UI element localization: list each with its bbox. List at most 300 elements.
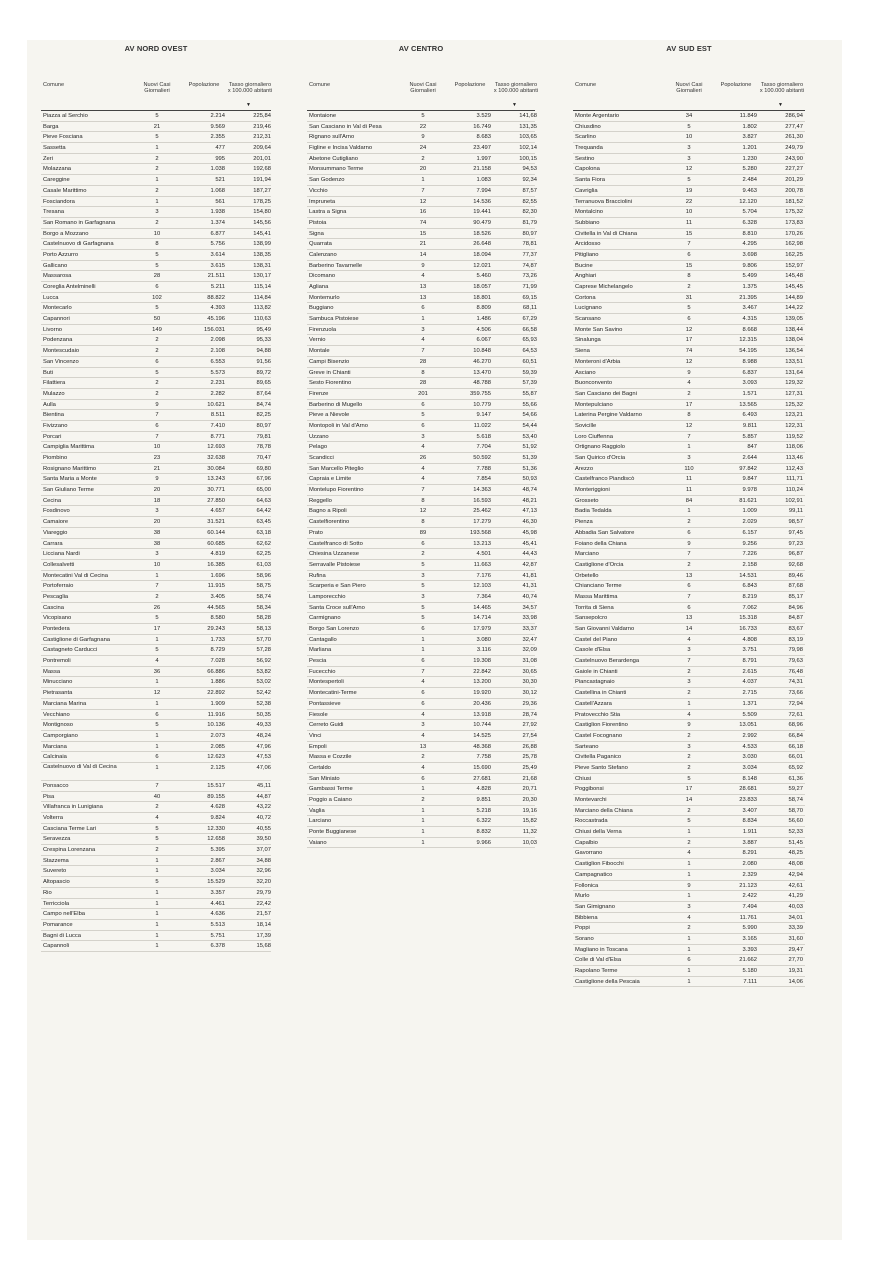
table-row <box>41 357 271 368</box>
cell-comune: Poggio a Caiano <box>309 797 352 803</box>
cell-cases: 11 <box>685 219 693 226</box>
cell-comune: Careggine <box>43 177 70 184</box>
cell-rate: 154,80 <box>253 209 271 216</box>
cell-rate: 145,45 <box>785 284 803 290</box>
cell-comune: Livorno <box>43 326 63 333</box>
table-row <box>573 624 805 635</box>
cell-population: 50.592 <box>473 455 491 461</box>
table-row <box>41 368 271 379</box>
cell-cases: 5 <box>687 305 691 312</box>
cell-rate: 45,98 <box>522 529 537 536</box>
table-row <box>573 474 805 485</box>
cell-population: 44.565 <box>207 604 225 611</box>
cell-cases: 6 <box>421 775 425 782</box>
header-comune[interactable]: Comune <box>309 82 331 88</box>
header-rate[interactable]: Tasso giornaliero x 100.000 abitanti <box>493 82 539 95</box>
cell-rate: 44,43 <box>522 551 537 558</box>
cell-comune: Montescudaio <box>43 348 80 355</box>
cell-comune: Rapolano Terme <box>575 968 618 974</box>
cell-population: 3.698 <box>742 251 757 258</box>
cell-population: 13.200 <box>473 679 491 686</box>
cell-cases: 8 <box>155 241 159 248</box>
cell-comune: Castelnuovo di Val di Cecina <box>43 764 117 771</box>
cell-cases: 14 <box>685 797 693 803</box>
cell-rate: 52,33 <box>788 829 803 836</box>
cell-cases: 7 <box>155 782 159 789</box>
cell-rate: 59,27 <box>788 786 803 793</box>
cell-population: 22.892 <box>207 690 225 697</box>
cell-comune: Seravezza <box>43 836 71 843</box>
cell-rate: 145,56 <box>253 219 271 226</box>
cell-cases: 6 <box>421 658 425 665</box>
table-row <box>41 154 271 165</box>
cell-cases: 102 <box>152 294 162 301</box>
cell-comune: Ortignano Raggiolo <box>575 444 625 451</box>
cell-population: 156.031 <box>204 326 225 333</box>
cell-comune: Caprese Michelangelo <box>575 284 633 290</box>
cell-comune: Abetone Cutigliano <box>309 155 358 162</box>
cell-cases: 28 <box>419 380 427 387</box>
cell-population: 5.180 <box>742 968 757 974</box>
cell-population: 847 <box>747 444 757 451</box>
table-row <box>307 528 535 539</box>
cell-rate: 85,17 <box>788 593 803 600</box>
cell-rate: 15,82 <box>522 818 537 825</box>
cell-cases: 7 <box>687 433 691 440</box>
cell-population: 4.393 <box>210 305 225 312</box>
cell-cases: 74 <box>419 219 427 226</box>
cell-rate: 39,50 <box>256 836 271 843</box>
cell-comune: Scandicci <box>309 455 334 461</box>
sort-desc-icon[interactable]: ▼ <box>246 101 251 108</box>
table-row <box>573 645 805 656</box>
cell-cases: 12 <box>685 166 693 173</box>
table-row <box>573 271 805 282</box>
cell-rate: 58,13 <box>256 626 271 632</box>
cell-population: 13.565 <box>739 401 757 408</box>
header-rate[interactable]: Tasso giornaliero x 100.000 abitanti <box>759 82 805 95</box>
header-population[interactable]: Popolazione <box>720 82 752 88</box>
table-row <box>573 848 805 859</box>
cell-comune: Lamporecchio <box>309 593 346 600</box>
table-row <box>307 710 535 721</box>
cell-comune: Montelupo Fiorentino <box>309 487 364 494</box>
cell-population: 66.886 <box>207 668 225 675</box>
cell-comune: Sorano <box>575 935 594 942</box>
cell-cases: 5 <box>421 615 425 622</box>
cell-cases: 1 <box>687 508 691 515</box>
cell-rate: 41,81 <box>522 572 537 579</box>
table-row <box>41 635 271 646</box>
cell-comune: Gavorrano <box>575 850 603 857</box>
table-row <box>307 560 535 571</box>
cell-rate: 31,08 <box>522 658 537 665</box>
cell-rate: 41,29 <box>788 893 803 900</box>
cell-rate: 178,25 <box>253 198 271 205</box>
table-row <box>573 357 805 368</box>
cell-population: 7.410 <box>210 422 225 429</box>
cell-comune: Pratovecchio Stia <box>575 711 621 718</box>
cell-cases: 1 <box>421 829 425 836</box>
cell-population: 2.484 <box>742 177 757 184</box>
cell-population: 90.479 <box>473 219 491 226</box>
cell-cases: 2 <box>687 519 691 526</box>
cell-comune: Licciana Nardi <box>43 551 80 558</box>
cell-population: 7.111 <box>743 978 757 985</box>
table-row <box>307 688 535 699</box>
cell-population: 6.157 <box>742 529 757 536</box>
cell-cases: 6 <box>687 316 691 323</box>
table-row <box>573 838 805 849</box>
cell-cases: 8 <box>421 497 425 504</box>
cell-comune: Vaglia <box>309 807 325 814</box>
cell-comune: Follonica <box>575 882 599 889</box>
cell-cases: 7 <box>421 187 425 194</box>
cell-comune: Roccastrada <box>575 818 608 825</box>
cell-population: 4.636 <box>210 911 225 918</box>
cell-cases: 4 <box>421 337 425 344</box>
cell-rate: 111,71 <box>786 476 803 483</box>
cell-cases: 6 <box>155 422 159 429</box>
cell-cases: 2 <box>687 690 691 697</box>
cell-comune: Gambassi Terme <box>309 786 353 793</box>
cell-population: 10.744 <box>473 722 491 729</box>
cell-comune: San Casciano dei Bagni <box>575 390 637 397</box>
cell-population: 4.657 <box>210 508 225 515</box>
cell-population: 14.525 <box>473 732 491 739</box>
cell-rate: 11,32 <box>522 829 537 836</box>
cell-rate: 173,83 <box>785 219 803 226</box>
cell-rate: 73,66 <box>788 690 803 697</box>
cell-rate: 53,82 <box>256 668 271 675</box>
cell-comune: Santa Fiora <box>575 177 605 184</box>
cell-cases: 17 <box>685 337 693 344</box>
cell-comune: Scarlino <box>575 134 596 141</box>
table-row <box>307 229 535 240</box>
table-row <box>41 742 271 753</box>
header-rate[interactable]: Tasso giornaliero x 100.000 abitanti <box>227 82 273 95</box>
cell-comune: Castagneto Carducci <box>43 647 98 654</box>
cell-rate: 53,40 <box>522 433 537 440</box>
table-row <box>41 506 271 517</box>
table-header <box>573 68 805 111</box>
table-row <box>307 774 535 785</box>
cell-comune: Castel Focognano <box>575 732 623 739</box>
cell-population: 23.833 <box>739 797 757 803</box>
cell-population: 5.756 <box>210 241 225 248</box>
cell-cases: 1 <box>421 839 425 846</box>
table-row <box>573 197 805 208</box>
header-comune[interactable]: Comune <box>575 82 597 88</box>
table-row <box>41 909 271 920</box>
cell-rate: 64,53 <box>522 348 537 355</box>
cell-rate: 31,60 <box>788 935 803 942</box>
cell-rate: 170,26 <box>785 230 803 237</box>
cell-cases: 6 <box>421 540 425 547</box>
cell-comune: Montignoso <box>43 722 73 729</box>
cell-cases: 4 <box>421 476 425 483</box>
cell-rate: 26,88 <box>522 743 537 750</box>
cell-comune: Monte Argentario <box>575 113 620 119</box>
cell-comune: Greve in Chianti <box>309 369 351 376</box>
table-row <box>573 229 805 240</box>
cell-comune: Podenzana <box>43 337 73 344</box>
cell-comune: Castiglion Fibocchi <box>575 861 624 868</box>
table-row <box>307 838 535 849</box>
cell-comune: Larciano <box>309 818 332 825</box>
header-cases[interactable]: Nuovi Casi Giornalieri <box>675 82 703 95</box>
table-row <box>573 966 805 977</box>
cell-population: 45.196 <box>207 316 225 323</box>
cell-rate: 141,68 <box>519 113 537 119</box>
cell-rate: 138,99 <box>253 241 271 248</box>
cell-rate: 72,61 <box>788 711 803 718</box>
cell-comune: Sassetta <box>43 145 66 152</box>
table-row <box>41 792 271 803</box>
cell-comune: Sarteano <box>575 743 599 750</box>
cell-comune: Terranuova Bracciolini <box>575 198 633 205</box>
cell-comune: Scansano <box>575 316 601 323</box>
cell-population: 15.318 <box>739 615 757 622</box>
cell-rate: 82,30 <box>522 209 537 216</box>
cell-comune: Grosseto <box>575 497 599 504</box>
cell-rate: 32,47 <box>522 636 537 643</box>
cell-comune: Castelnuovo di Garfagnana <box>43 241 114 248</box>
cell-population: 1.696 <box>210 572 225 579</box>
cell-cases: 5 <box>155 262 159 269</box>
section-title: AV NORD OVEST <box>124 44 188 53</box>
cell-rate: 243,90 <box>785 155 803 162</box>
cell-rate: 112,43 <box>785 465 803 472</box>
cell-comune: Suvereto <box>43 868 67 875</box>
cell-comune: Prato <box>309 529 323 536</box>
table-row <box>573 539 805 550</box>
table-row <box>41 432 271 443</box>
table-row <box>573 432 805 443</box>
cell-rate: 27,70 <box>788 957 803 964</box>
header-population[interactable]: Popolazione <box>188 82 220 88</box>
cell-comune: Rufina <box>309 572 326 579</box>
cell-population: 1.802 <box>742 123 757 130</box>
table-row <box>573 560 805 571</box>
cell-population: 9.256 <box>742 540 757 547</box>
table-row <box>307 368 535 379</box>
table-row <box>307 720 535 731</box>
cell-population: 6.378 <box>210 943 225 950</box>
cell-comune: Buggiano <box>309 305 334 312</box>
cell-comune: Montepulciano <box>575 401 613 408</box>
cell-population: 18.801 <box>473 294 491 301</box>
cell-rate: 45,41 <box>522 540 537 547</box>
cell-population: 4.315 <box>742 316 757 323</box>
cell-comune: Fivizzano <box>43 422 68 429</box>
cell-comune: Poppi <box>575 925 590 932</box>
cell-cases: 6 <box>687 957 691 964</box>
table-row <box>307 175 535 186</box>
cell-population: 1.909 <box>210 700 225 707</box>
cell-rate: 71,99 <box>522 284 537 290</box>
section-title: AV SUD EST <box>666 44 712 53</box>
cell-comune: Subbiano <box>575 219 600 226</box>
cell-cases: 26 <box>153 604 161 611</box>
table-row <box>573 261 805 272</box>
cell-cases: 10 <box>685 209 693 216</box>
cell-rate: 29,47 <box>788 946 803 953</box>
cell-comune: Castiglione di Garfagnana <box>43 636 111 643</box>
cell-population: 1.374 <box>210 219 225 226</box>
cell-population: 7.364 <box>476 593 491 600</box>
cell-rate: 175,32 <box>785 209 803 216</box>
cell-rate: 28,74 <box>522 711 537 718</box>
cell-population: 3.165 <box>742 935 757 942</box>
cell-population: 18.094 <box>473 251 491 258</box>
cell-population: 10.848 <box>473 348 491 355</box>
cell-population: 3.827 <box>742 134 757 141</box>
cell-rate: 58,96 <box>256 572 271 579</box>
cell-cases: 11 <box>685 476 693 483</box>
cell-cases: 17 <box>153 626 161 632</box>
cell-comune: Civitella Paganico <box>575 754 622 761</box>
cell-rate: 102,91 <box>785 497 803 504</box>
cell-rate: 52,42 <box>256 690 271 697</box>
table-row <box>307 581 535 592</box>
cell-cases: 20 <box>153 519 161 526</box>
table-row <box>307 571 535 582</box>
cell-cases: 6 <box>421 626 425 632</box>
cell-population: 2.615 <box>742 668 757 675</box>
cell-population: 477 <box>215 145 225 152</box>
table-row <box>41 813 271 824</box>
cell-cases: 10 <box>153 444 161 451</box>
cell-population: 521 <box>215 177 225 184</box>
cell-rate: 33,98 <box>522 615 537 622</box>
cell-cases: 7 <box>155 433 159 440</box>
cell-comune: Pienza <box>575 519 593 526</box>
table-row <box>307 335 535 346</box>
table-row <box>573 250 805 261</box>
table-row <box>41 453 271 464</box>
cell-population: 5.395 <box>210 847 225 854</box>
cell-population: 7.994 <box>476 187 491 194</box>
cell-cases: 3 <box>687 647 691 654</box>
cell-population: 8.219 <box>742 593 757 600</box>
cell-cases: 8 <box>687 273 691 280</box>
table-row <box>573 496 805 507</box>
cell-cases: 7 <box>687 658 691 665</box>
cell-comune: Filattiera <box>43 380 66 387</box>
table-row <box>41 613 271 624</box>
cell-cases: 4 <box>421 764 425 771</box>
cell-cases: 13 <box>419 294 427 301</box>
cell-cases: 1 <box>421 316 425 323</box>
cell-rate: 40,55 <box>256 825 271 832</box>
cell-rate: 191,94 <box>253 177 271 184</box>
cell-rate: 48,25 <box>788 850 803 857</box>
cell-cases: 1 <box>687 935 691 942</box>
cell-cases: 5 <box>155 305 159 312</box>
header-population[interactable]: Popolazione <box>454 82 486 88</box>
cell-cases: 7 <box>687 241 691 248</box>
cell-population: 4.819 <box>210 551 225 558</box>
cell-cases: 1 <box>421 818 425 825</box>
cell-rate: 25,78 <box>522 754 537 761</box>
cell-cases: 1 <box>155 911 159 918</box>
cell-population: 5.513 <box>210 921 225 928</box>
table-row <box>573 913 805 924</box>
header-cases[interactable]: Nuovi Casi Giornalieri <box>409 82 437 95</box>
cell-cases: 3 <box>687 743 691 750</box>
cell-population: 19.920 <box>473 690 491 697</box>
cell-rate: 22,42 <box>256 900 271 907</box>
sort-desc-icon[interactable]: ▼ <box>778 101 783 108</box>
cell-comune: Porto Azzurro <box>43 251 79 258</box>
cell-cases: 2 <box>155 804 159 811</box>
cell-comune: Badia Tedalda <box>575 508 612 515</box>
table-row <box>573 763 805 774</box>
section-title: AV CENTRO <box>398 44 444 53</box>
cell-cases: 4 <box>155 658 159 665</box>
table-row <box>573 667 805 678</box>
cell-population: 5.618 <box>476 433 491 440</box>
table-row <box>307 293 535 304</box>
header-comune[interactable]: Comune <box>43 82 65 88</box>
cell-comune: San Giovanni Valdarno <box>575 626 635 632</box>
cell-population: 2.073 <box>210 732 225 739</box>
cell-comune: Impruneta <box>309 198 336 205</box>
cell-population: 89.155 <box>207 793 225 800</box>
cell-population: 18.057 <box>473 284 491 290</box>
cell-cases: 23 <box>153 455 161 461</box>
sort-desc-icon[interactable]: ▼ <box>512 101 517 108</box>
cell-rate: 82,25 <box>256 412 271 419</box>
table-body <box>573 111 805 987</box>
header-cases[interactable]: Nuovi Casi Giornalieri <box>143 82 171 95</box>
cell-population: 14.536 <box>473 198 491 205</box>
cell-cases: 4 <box>421 465 425 472</box>
table-row <box>307 496 535 507</box>
cell-cases: 74 <box>685 348 693 355</box>
table-row <box>307 239 535 250</box>
cell-rate: 83,67 <box>788 626 803 632</box>
cell-rate: 42,87 <box>522 561 537 568</box>
cell-comune: Barberino di Mugello <box>309 401 363 408</box>
cell-population: 4.808 <box>742 636 757 643</box>
table-row <box>41 710 271 721</box>
cell-population: 27.681 <box>473 775 491 782</box>
cell-rate: 42,61 <box>788 882 803 889</box>
table-row <box>573 132 805 143</box>
table-row <box>41 239 271 250</box>
cell-comune: Calenzano <box>309 251 337 258</box>
table-row <box>41 834 271 845</box>
cell-cases: 7 <box>155 583 159 590</box>
cell-population: 5.280 <box>742 166 757 173</box>
table-row <box>573 282 805 293</box>
cell-cases: 1 <box>155 572 159 579</box>
cell-comune: Marciano <box>575 551 599 558</box>
table-row <box>307 539 535 550</box>
cell-population: 6.553 <box>210 358 225 365</box>
cell-cases: 28 <box>153 273 161 280</box>
cell-comune: Anghiari <box>575 273 597 280</box>
cell-rate: 27,54 <box>522 732 537 739</box>
cell-population: 14.531 <box>739 572 757 579</box>
cell-comune: Asciano <box>575 369 596 376</box>
cell-rate: 61,36 <box>788 775 803 782</box>
table-row <box>41 560 271 571</box>
cell-population: 2.231 <box>210 380 225 387</box>
cell-population: 2.644 <box>742 455 757 461</box>
